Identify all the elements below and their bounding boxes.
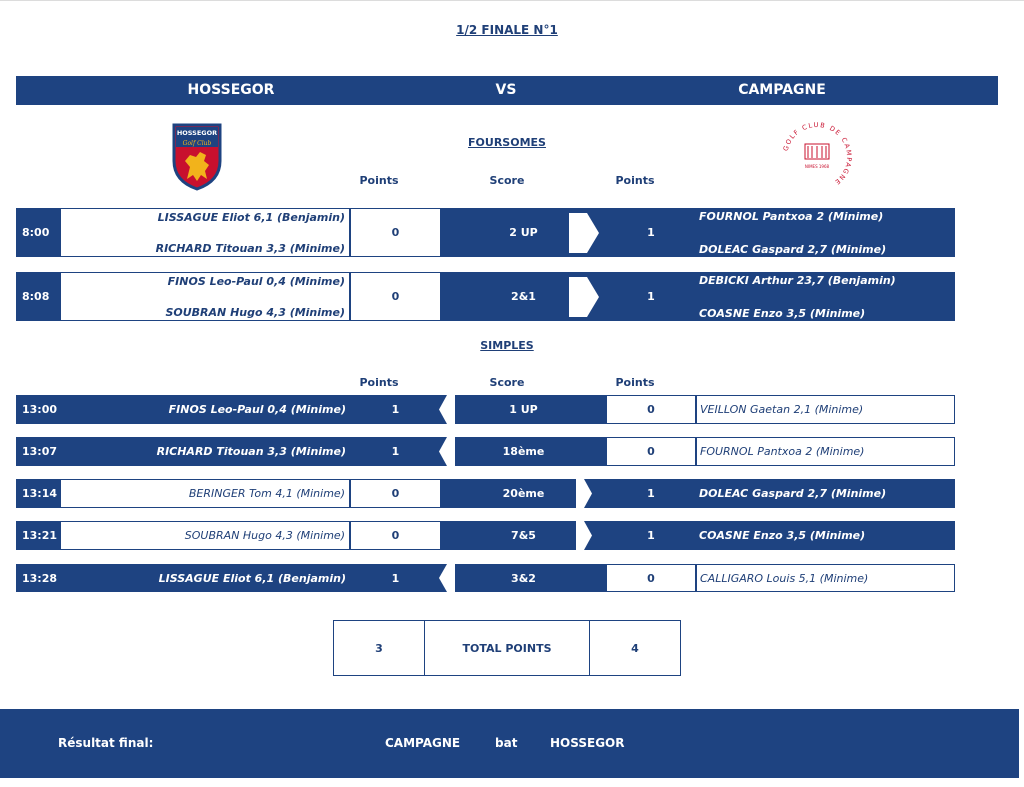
winner-arrow-right-icon [574,479,596,511]
winner-team: CAMPAGNE [385,736,461,750]
away-points: 0 [606,395,696,424]
match-time: 13:28 [22,571,58,585]
home-player: FINOS Leo-Paul 0,4 (Minime) [60,395,350,424]
final-result-label: Résultat final: [58,736,154,750]
single-match-row [16,521,955,550]
teams-header [16,76,998,105]
away-points: 1 [606,208,696,257]
match-score: 20ème [441,479,606,508]
winner-arrow-left-icon [435,564,457,595]
home-player: RICHARD Titouan 3,3 (Minime) [155,242,345,255]
single-match-row [16,437,955,466]
home-pair [60,208,350,257]
svg-text:NIMES 1968: NIMES 1968 [804,164,830,169]
match-time: 13:14 [22,487,58,500]
winner-arrow-right-icon [574,521,596,553]
away-pair [696,272,955,321]
total-points-box [333,620,681,676]
home-points: 1 [350,437,441,466]
home-player: BERINGER Tom 4,1 (Minime) [60,479,350,508]
winner-arrow-right-icon [569,277,601,320]
home-player: SOUBRAN Hugo 4,3 (Minime) [165,306,345,319]
home-points: 0 [350,208,441,257]
away-player: VEILLON Gaetan 2,1 (Minime) [696,395,955,424]
foursomes-col-home-points: Points [359,174,399,187]
vs-label: VS [495,82,517,98]
hossegor-logo [170,121,224,191]
top-divider [0,0,1024,1]
campagne-logo [778,118,856,196]
home-player: LISSAGUE Eliot 6,1 (Benjamin) [157,211,345,224]
home-points: 1 [350,395,441,424]
away-player: FOURNOL Pantxoa 2 (Minime) [696,437,955,466]
match-time: 8:08 [22,290,50,303]
svg-text:GOLF CLUB DE CAMPAGNE: GOLF CLUB DE CAMPAGNE [781,120,854,187]
away-team-name: CAMPAGNE [738,82,826,98]
total-points-label: TOTAL POINTS [424,620,590,676]
foursome-match-row [16,272,955,321]
home-pair [60,272,350,321]
away-player: DEBICKI Arthur 23,7 (Benjamin) [699,274,896,287]
simples-col-away-points: Points [615,376,655,389]
single-match-row [16,479,955,508]
match-score: 1 UP [441,395,606,424]
home-total-points: 3 [333,620,425,676]
home-player: RICHARD Titouan 3,3 (Minime) [60,437,350,466]
home-team-name: HOSSEGOR [187,82,275,98]
away-total-points: 4 [589,620,681,676]
away-player: FOURNOL Pantxoa 2 (Minime) [699,210,884,223]
result-verb: bat [495,736,518,750]
home-points: 0 [350,272,441,321]
page-title: 1/2 FINALE N°1 [456,23,558,37]
away-player: DOLEAC Gaspard 2,7 (Minime) [699,243,887,256]
match-time: 13:07 [22,445,58,458]
svg-text:HOSSEGOR: HOSSEGOR [176,129,218,137]
away-points: 1 [606,521,696,550]
away-player: COASNE Enzo 3,5 (Minime) [696,521,955,550]
simples-col-home-points: Points [359,376,399,389]
foursomes-col-score: Score [489,174,525,187]
match-time: 8:00 [16,208,66,257]
match-score: 18ème [441,437,606,466]
loser-team: HOSSEGOR [550,736,625,750]
match-time: 13:00 [22,403,58,416]
winner-arrow-right-icon [569,213,601,256]
match-score: 3&2 [441,564,606,592]
away-pair [696,208,955,257]
foursome-match-row [16,208,955,257]
simples-section-title: SIMPLES [480,339,534,352]
away-points: 0 [606,564,696,592]
away-points: 1 [606,272,696,321]
foursomes-col-away-points: Points [615,174,655,187]
home-points: 0 [350,479,441,508]
foursomes-section-title: FOURSOMES [468,136,546,149]
match-time: 13:21 [22,529,58,542]
svg-text:Golf Club: Golf Club [182,140,212,147]
away-points: 1 [606,479,696,508]
winner-arrow-left-icon [435,437,457,469]
match-score: 7&5 [441,521,606,550]
match-score: 2 UP [441,208,606,257]
away-player: COASNE Enzo 3,5 (Minime) [699,307,866,320]
final-result-bar [0,709,1019,778]
home-points: 1 [350,564,441,592]
single-match-row [16,395,955,424]
home-player: FINOS Leo-Paul 0,4 (Minime) [167,275,345,288]
simples-col-score: Score [489,376,525,389]
away-points: 0 [606,437,696,466]
home-player: SOUBRAN Hugo 4,3 (Minime) [60,521,350,550]
away-player: CALLIGARO Louis 5,1 (Minime) [696,564,955,592]
home-player: LISSAGUE Eliot 6,1 (Benjamin) [60,564,350,592]
away-player: DOLEAC Gaspard 2,7 (Minime) [696,479,955,508]
single-match-row [16,564,955,592]
home-points: 0 [350,521,441,550]
match-score: 2&1 [441,272,606,321]
winner-arrow-left-icon [435,395,457,427]
